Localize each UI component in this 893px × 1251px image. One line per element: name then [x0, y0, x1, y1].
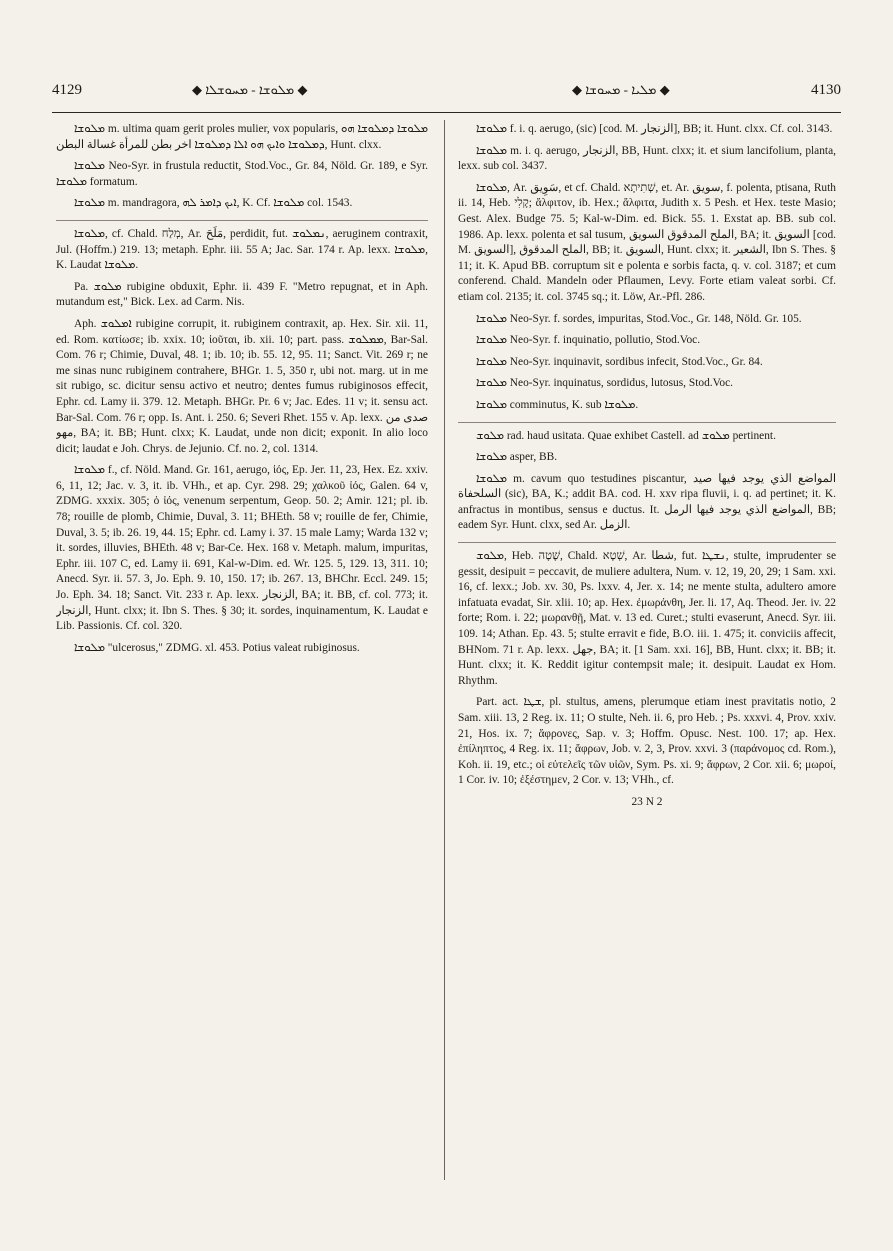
column-divider: [444, 120, 445, 1180]
entry: ܡܠܘܫܐ comminutus, K. sub ܡܠܘܫܐ.: [476, 398, 639, 411]
entry: ܡܠܘܫܐ, cf. Chald. מְלַח, Ar. مَلَحَ, perdidit, fut. ܢܡܠܘܫ, aeruginem contraxit, Jul. (Hoffm.) 219. 13; metaph. Ephr. iii. 55 A; Jac. Sar. 174 r. Ap. lexx. ܡܠܘܫܐ, K. Laudat ܡܠܘܫܐ.: [56, 220, 428, 274]
entry: ܡܠܘܫܐ f., cf. Nöld. Mand. Gr. 161, aerugo, ἰός, Ep. Jer. 11, 23, Hex. Ez. xxiv. 6, 11, 12; Jac. v. 3, it. ib. VHh., et ap. Cyr. 298. 29; χαλκοῦ ἰός, Galen. 64 v, ZDMG. xxxix. 305; ὁ ἰός, venenum serpentum, Geop. 50. 2; Amir. 121; pl. ib. 78; rouille de plomb, Chimie, Duval, 3. 11; BHEth. 58 v; rouille de fer, Chimie, Duval, 3. 5; ib. 26. 19, 44. 15; Ephr. cd. Lamy i. 37. 15 male Lamy; Warda 132 v; it. sordes, illuvies, BHEth. 48 v; Bar-Ce. Hex. 168 v. Metaph. malum, impuritas, Ephr. iii. 107 C, ed. Lamy ii. 691, Kal-w-Dim. ed. Wr. 125. 5, 129. 13, 311. 10; Anecd. Syr. ii. 57. 3, Jo. Eph. 9. 10, 150. 17; ib. 267. 13, BHChr. Eccl. 249. 15; Jo. Eph. 34. 18; Sanct. Vit. 233 r. Ap. lexx. الزنجار, BA; it. BB, cf. col. 773; it. الزنجار, Hunt. clxx; it. Ibn S. Thes. § 30; it. sordes, inquinamentum, K. Laudat e Lib. Passionis. Cf. col. 320.: [56, 464, 428, 633]
page-header: [52, 78, 841, 102]
signature-mark: 23 N 2: [631, 795, 663, 808]
entry: ܡܠܘܫܐ "ulcerosus," ZDMG. xl. 453. Potius valeat rubiginosus.: [74, 641, 360, 654]
entry: ܡܠܘܫܐ Neo-Syr. f. inquinatio, pollutio, Stod.Voc.: [476, 334, 701, 347]
entry: ܡܠܘܫܐ Neo-Syr. f. sordes, impuritas, Stod.Voc., Gr. 148, Nöld. Gr. 105.: [476, 312, 802, 325]
page-number-left: 4129: [52, 81, 82, 98]
entry: ܡܠܘܫܐ asper, BB.: [476, 451, 558, 464]
entry: ܡܠܘܫܐ f. i. q. aerugo, (sic) [cod. M. الزنجار], BB; it. Hunt. clxx. Cf. col. 3143.: [476, 123, 833, 135]
entry: ܡܠܘܫܐ m. mandragora, ܐܝܟ ܕܐܡܪ ܠܗ, K. Cf. ܡܠܘܫܐ col. 1543.: [74, 197, 353, 210]
entry: ܡܠܘܫܐ m. cavum quo testudines piscantur, المواضع الذي يوجد فيها صيد السلحفاة (sic), BA, K.; addit BA. cod. H. xxv ripa fluvii, i. q. ad pertinet; it. K. anfractus in montibus, sensus e ductus. It. المواضع الذي يوجد فيها الرمل, BB; eadem Syr. Hunt. clxx, sed Ar. الزمل.: [458, 472, 836, 532]
entry: ܡܠܘܫ rad. haud usitata. Quae exhibet Castell. ad ܡܠܘܫ pertinent.: [458, 422, 836, 445]
entry: ܡܠܘܫܐ Neo-Syr. inquinavit, sordibus infecit, Stod.Voc., Gr. 84.: [476, 355, 763, 368]
entry: ܡܠܘܫܐ, Ar. سَوِيق, et cf. Chald. שְׁתִיתָא, et. Ar. سويق, f. polenta, ptisana, Ruth ii. 14, Heb. קָלִי; ἄλφιτον, ib. Hex.; ἄλφιτα, Judith x. 5 Pesh. et Hex. teste Masio; Gest. Alex. Budge 75. 5; Kal-w-Dim. ed. Bick. 55. 1. Exstat ap. BB. sub col. 1986. Ap. lexx. polenta et sal tusum, الملح المدقوق السويق, BA; it. السويق [cod. M. السويق], الملح المدقوق, BB; it. السويق, Hunt. clxx; it. الشعير, Ibn S. Thes. § 11; it. K. Apud BB. corruptum sit e polenta e sorbis facta, q. v. col. 3187; et cum conferend. Chald. Mandeln oder Pflaumen, Levy. Forte etiam valeat sorbi. Cf. etiam col. 2135; it. col. 3745 sq.; it. Löw, Ar.-Pfl. 286.: [458, 181, 836, 303]
entry: ܡܠܘܫܐ m. i. q. aerugo, الزنجار, BB, Hunt. clxx; it. et sium lancifolium, planta, lexx. sub col. 3437.: [458, 144, 836, 173]
right-column: [458, 122, 836, 1212]
entry: ܡܠܘܫܐ Neo-Syr. inquinatus, sordidus, lutosus, Stod.Voc.: [476, 377, 733, 390]
running-head-right: ◆ ܡܠܝܐ - ܡܚܘܫܐ ◆: [572, 82, 670, 97]
entry: Pa. ܡܠܘܫ rubigine obduxit, Ephr. ii. 439 F. "Metro repugnat, et in Aph. mutandum est," Bick. Lex. ad Carm. Nis.: [56, 280, 428, 309]
header-rule: [52, 112, 841, 113]
entry: Part. act. ܫܛܐ, pl. stultus, amens, plerumque etiam inest pravitatis notio, 2 Sam. xiii. 13, 2 Reg. ix. 11; O stulte, Neh. ii. 6, pro Heb. ; Ps. xxxvi. 4, Prov. xxiv. 21, Hos. ix. 7; ἄφρονες, Sap. v. 3; Hoffm. Opusc. Nest. 100. 17; ap. Hex. ἐπίληπτος, 4 Reg. ix. 11; ἄφρων, Job. v. 2, 3, Prov. xxvi. 3 (παράνομος cd. Rom.), Koh. ii. 19, etc.; οἱ εὐτελεῖς τῶν υἱῶν, Sym. Ps. xi. 9; ἄφρων, 2 Cor. xii. 6; μωροί, 1 Cor. iv. 10; ἐξέστημεν, 2 Cor. v. 13; VHh., cf.: [458, 696, 836, 787]
entry: ܡܠܘܫܐ m. ultima quam gerit proles mulier, vox popularis, ܡܠܘܫܐ ܕܡܠܘܫܐ ܗܘ ܕܡܠܘܫܐ ܘܐܝܟ ܗܘ ܐܠܐ ܕܡܠܘܫܐ اخر بطن للمرأة غسالة البطن, Hunt. clxx.: [56, 123, 428, 151]
left-column: [56, 122, 428, 1212]
running-head-left: ◆ ܡܠܘܫܐ - ܡܚܘܫܠܐ ◆: [192, 82, 308, 97]
entry: ܡܠܘܫܐ Neo-Syr. in frustula reductit, Stod.Voc., Gr. 84, Nöld. Gr. 189, e Syr. ܡܠܘܫܐ formatum.: [56, 160, 428, 188]
entry: Aph. ܐܡܠܘܫ rubigine corrupit, it. rubiginem contraxit, ap. Hex. Sir. xii. 11, ed. Rom. κατίωσε; ib. xxix. 10; ἰοῦται, ib. xii. 10; part. pass. ܡܡܠܘܫ, Bar-Sal. Com. 76 r; Chimie, Duval, 48. 1; ib. 10; ib. 55. 12, 95. 11; Sanct. Vit. 269 r; ne me sinas nunc rubiginem contrahere, BHGr. 1. 5, 350 r, ubi not. marg. ut in me sit rubigo, sc. dicitur sensu activo et neutro; dentes fumus rubiginosos effecit, Ephr. cd. Lamy ii. 379. 12. Metaph. BHGr. Pr. 6 v; Jac. Edes. 11 v; it. sensu act. Bar-Sal. Com. 76 r; opp. Is. Ant. i. 250. 6; Severi Rhet. 155 v. Ap. lexx. صدی من مهو, BA; it. BB; Hunt. clxx; K. Laudat, unde non dicit; exponit. In alio loco dicit; laudat e Joh. Chrys. de Jejunio. Cf. no. 2, col. 1314.: [56, 317, 428, 455]
page-number-right: 4130: [811, 81, 841, 98]
entry: ܡܠܘܫ, Heb. שָׁטָה, Chald. שְׁטָא, Ar. شطا, fut. ܢܫܛܐ, stulte, imprudenter se gessit, desipuit = peccavit, de muliere adultera, Num. v. 12, 19, 20, 29; 1 Sam. xxi. 16, cf. lexx.; Job. xv. 30, Ps. lxxv. 4, Jer. x. 14; ne mente stulta, adultero amore infatuata evadat, Sir. xlii. 10; ap. Hex. ἐμωράνθη, Jer. li. 17, Aq. Theod. Jer. iv. 22 forte; Rom. i. 22; μωρανθῇ, Mat. v. 13 ed. Curet.; stulti evaserunt, Anecd. Syr. iii. 109. 14; Athan. Ep. 43. 5; stulte erravit e fide, B.O. iii. 1. 475; it. conviciis affecit, BHNom. 71 r. Ap. lexx. جهل, BA; it. [1 Sam. xxi. 16], BB, Hunt. clxx; it. BB; it. Hunt. clxx; it. K. Reddit igitur contempsit male; it. desipuit. Laudat ex Hom. Rhythm.: [458, 542, 836, 689]
